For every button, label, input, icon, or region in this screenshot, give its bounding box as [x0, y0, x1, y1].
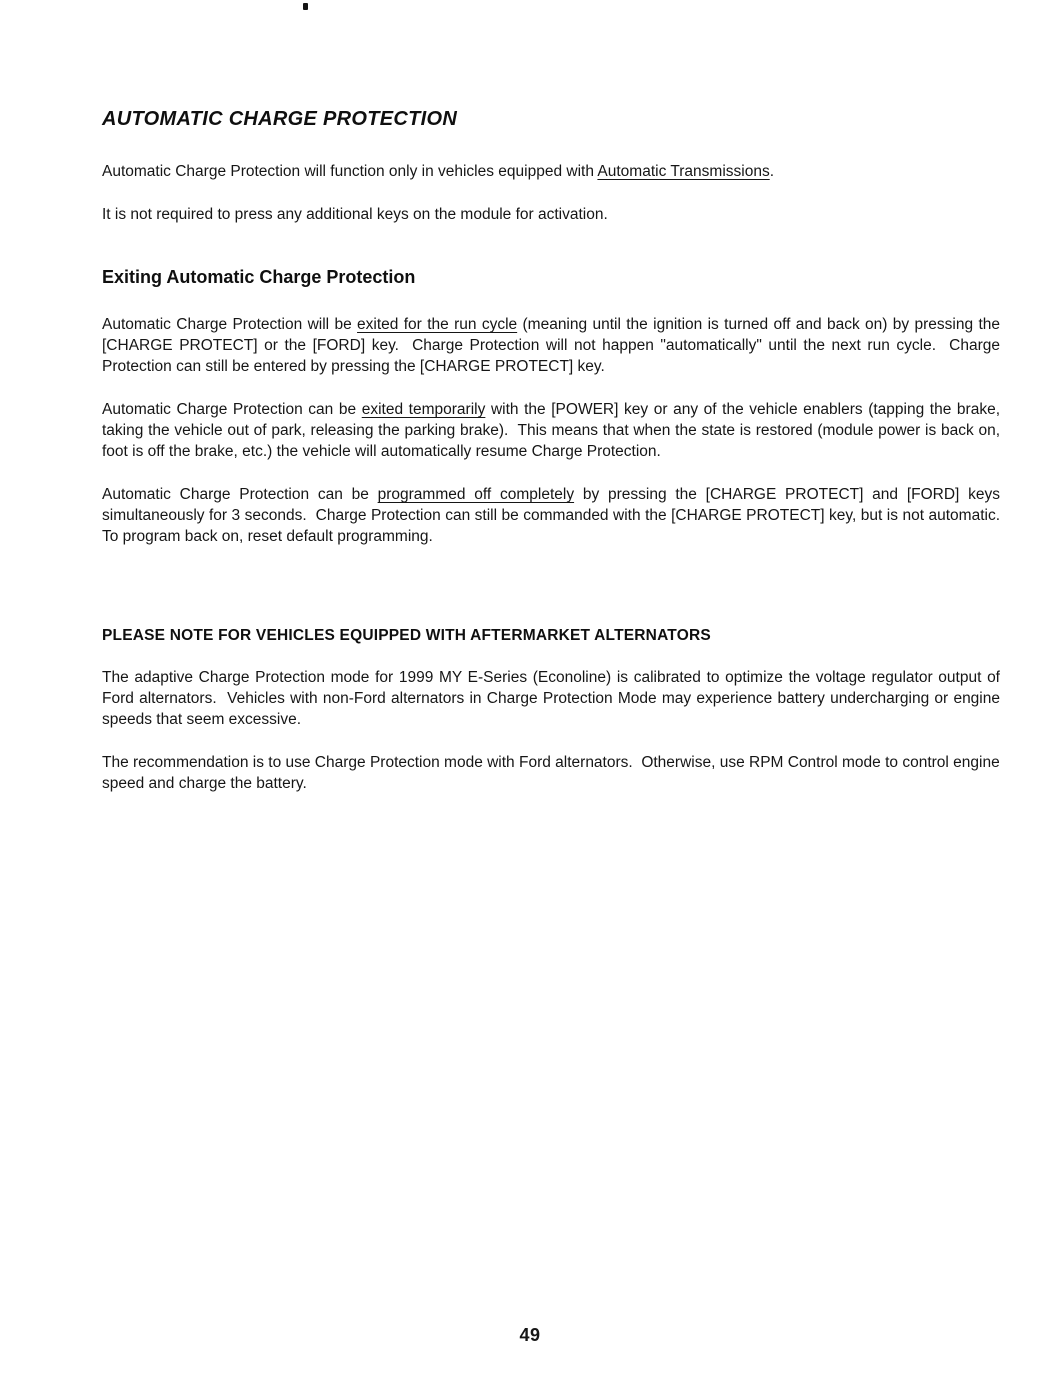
underlined-text: Automatic Transmissions: [597, 163, 770, 180]
page-number: 49: [519, 1325, 541, 1345]
text-segment: Automatic Charge Protection can be: [102, 486, 378, 503]
scan-speck: [303, 3, 308, 10]
text-segment: Automatic Charge Protection can be: [102, 401, 362, 418]
underlined-text: exited for the run cycle: [357, 316, 518, 333]
intro-paragraph-1: [102, 161, 1000, 182]
document-content: [0, 108, 1060, 794]
underlined-text: programmed off completely: [377, 486, 575, 503]
exiting-paragraph-2: [102, 399, 1005, 462]
page-title: AUTOMATIC CHARGE PROTECTION: [102, 108, 458, 130]
text-segment: (meaning until the ignition is turned off and back on) by pressing the [CHARGE PROTECT] or the [FORD] key. Charge Protection will not happen "automatically" until the next run cycle. Charge Protection can still be entered by pressing the [CHARGE PROTECT] key.: [102, 316, 1005, 375]
text-segment: Automatic Charge Protection will function only in vehicles equipped with: [102, 163, 598, 180]
underlined-text: exited temporarily: [361, 401, 486, 418]
note-paragraph-1: The adaptive Charge Protection mode for 1999 MY E-Series (Econoline) is calibrated to optimize the voltage regulator output of Ford alternators. Vehicles with non-Ford alternators in Charge Protection Mode may experience battery undercharging or engine speeds that seem excessive.: [102, 669, 1005, 728]
exiting-paragraph-1: [102, 314, 1005, 377]
text-segment: .: [769, 163, 775, 180]
text-segment: with the [POWER] key or any of the vehicle enablers (tapping the brake, taking the vehicle out of park, releasing the parking brake). This means that when the state is restored (module power is back on, foot is off the brake, etc.) the vehicle will automatically resume Charge Protection.: [102, 401, 1005, 460]
heading-aftermarket-note: PLEASE NOTE FOR VEHICLES EQUIPPED WITH AFTERMARKET ALTERNATORS: [102, 627, 711, 644]
intro-paragraph-2: It is not required to press any additional keys on the module for activation.: [102, 206, 608, 223]
heading-exiting-section: Exiting Automatic Charge Protection: [102, 267, 416, 287]
text-segment: by pressing the [CHARGE PROTECT] and [FORD] keys simultaneously for 3 seconds. Charge Protection can still be commanded with the [CHARGE PROTECT] key, but is not automatic. To program back on, reset default programming.: [102, 486, 1013, 545]
note-paragraph-2: The recommendation is to use Charge Protection mode with Ford alternators. Otherwise, use RPM Control mode to control engine speed and charge the battery.: [102, 754, 1005, 792]
text-segment: Automatic Charge Protection will be: [102, 316, 358, 333]
exiting-paragraph-3: [102, 484, 1013, 547]
